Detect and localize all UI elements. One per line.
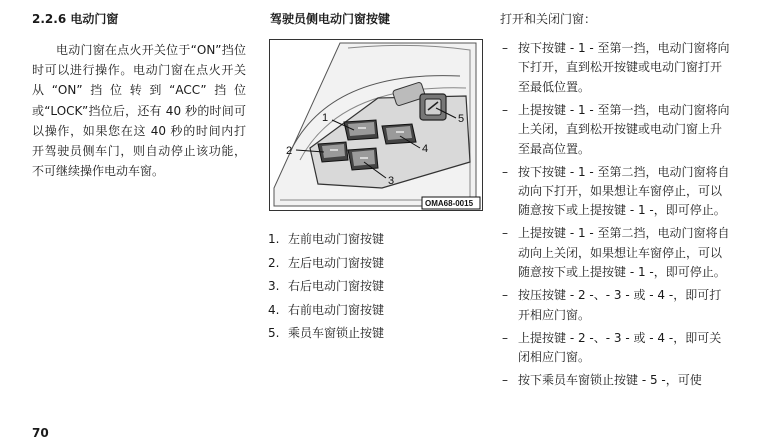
- legend-item: [268, 228, 468, 252]
- legend-number: 2.: [268, 255, 280, 270]
- legend-item: [268, 275, 468, 299]
- intro-paragraph: 电动门窗在点火开关位于“ON”挡位时可以进行操作。电动门窗在点火开关从“ON”挡位转到“ACC”挡位或“LOCK”挡位后，还有 40 秒的时间可以操作，如果您在这 40 秒的时间内打开驾驶员侧车门，则自动停止该功能，不可继续操作电动车窗。: [32, 43, 246, 179]
- dash-bullet: –: [502, 288, 508, 303]
- step-text: 按压按键 - 2 -、- 3 - 或 - 4 -，即可打开相应门窗。: [518, 288, 722, 322]
- page-number: 70: [32, 426, 49, 440]
- switch-left-front: [344, 120, 378, 140]
- figure-code: OMA68-0015: [425, 199, 474, 208]
- legend-item: [268, 252, 468, 276]
- callout-2: 2: [286, 145, 293, 157]
- callout-4: 4: [422, 143, 429, 155]
- step-text: 按下按键 - 1 - 至第一挡，电动门窗将向下打开，直到松开按键或电动门窗打开至最低位置。: [518, 41, 730, 94]
- legend-label: 左前电动门窗按键: [288, 232, 385, 246]
- legend-number: 1.: [268, 232, 280, 246]
- legend-label: 右前电动门窗按键: [288, 302, 385, 317]
- window-switch-illustration: [270, 40, 482, 210]
- step-text: 上提按键 - 1 - 至第二挡，电动门窗将自动向上关闭，如果想让车窗停止，可以随意按下或上提按键 - 1 -，即可停止。: [518, 226, 730, 280]
- window-switch-figure: [269, 39, 483, 211]
- dash-bullet: –: [502, 102, 508, 117]
- section-heading: [32, 11, 118, 27]
- dash-bullet: –: [502, 330, 508, 345]
- legend-number: 5.: [268, 326, 280, 341]
- switch-right-front: [382, 124, 416, 144]
- legend-label: 左后电动门窗按键: [288, 255, 385, 270]
- step-text: 按下乘员车窗锁止按键 - 5 -，可使: [518, 373, 702, 388]
- step-item: [498, 163, 730, 221]
- step-text: 上提按键 - 2 -、- 3 - 或 - 4 -，即可关闭相应门窗。: [518, 330, 722, 365]
- callout-5: 5: [458, 113, 465, 125]
- figure-title: 驾驶员侧电动门窗按键: [270, 12, 391, 26]
- step-item: [498, 286, 730, 325]
- dash-bullet: –: [502, 164, 508, 179]
- step-item: [498, 101, 730, 159]
- legend-label: 乘员车窗锁止按键: [288, 326, 385, 341]
- section-title: 电动门窗: [70, 12, 119, 26]
- legend-item: [268, 299, 468, 323]
- legend-label: 右后电动门窗按键: [288, 279, 385, 294]
- switch-right-rear: [348, 148, 378, 170]
- step-item: [498, 371, 730, 390]
- operation-steps: [498, 39, 730, 394]
- step-text: 按下按键 - 1 - 至第二挡，电动门窗将自动向下打开，如果想让车窗停止，可以随意按下或上提按键 - 1 -，即可停止。: [518, 164, 730, 218]
- dash-bullet: –: [502, 41, 508, 55]
- legend-number: 4.: [268, 302, 280, 317]
- callout-1: 1: [322, 112, 329, 124]
- legend-item: [268, 322, 468, 346]
- section-number: 2.2.6: [32, 12, 67, 26]
- figure-legend: [268, 228, 468, 346]
- step-item: [498, 224, 730, 282]
- dash-bullet: –: [502, 373, 508, 388]
- legend-number: 3.: [268, 279, 280, 294]
- step-item: [498, 39, 730, 97]
- dash-bullet: –: [502, 226, 508, 241]
- step-item: [498, 329, 730, 368]
- operation-intro: 打开和关闭门窗：: [500, 12, 597, 26]
- step-text: 上提按键 - 1 - 至第一挡，电动门窗将向上关闭，直到松开按键或电动门窗上升至最高位置。: [518, 102, 730, 156]
- lock-button-icon: [420, 94, 446, 120]
- callout-3: 3: [388, 175, 395, 187]
